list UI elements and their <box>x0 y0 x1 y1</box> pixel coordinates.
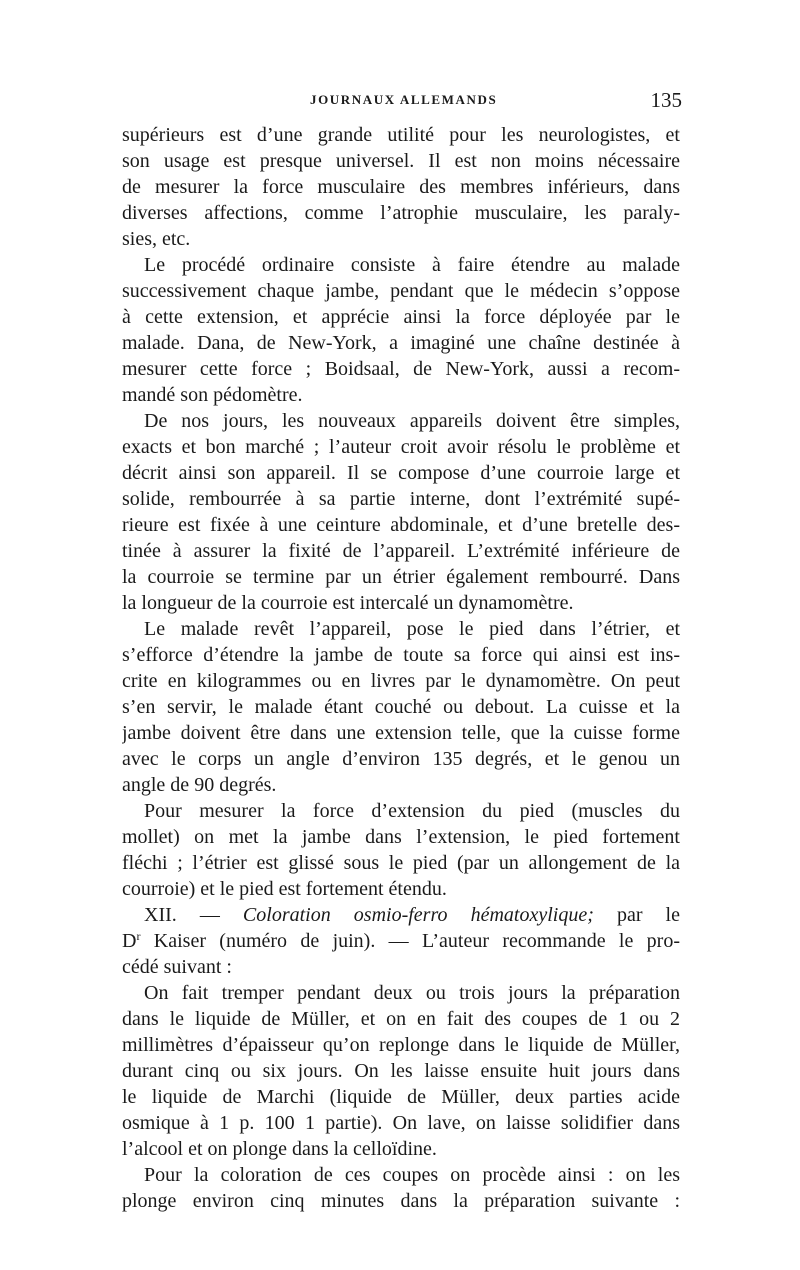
text-line: solide, rembourrée à sa partie interne, dont l’extrémité supé- <box>122 488 680 510</box>
text-line: mandé son pédomètre. <box>122 384 303 406</box>
section-heading-rest: Kaiser (numéro de juin). — L’auteur recommande le pro- <box>153 930 680 952</box>
text-line: son usage est presque universel. Il est non moins nécessaire <box>122 150 680 172</box>
text-line: Pour mesurer la force d’extension du pied (muscles du <box>144 800 680 822</box>
text-line: le liquide de Marchi (liquide de Müller, deux parties acide <box>122 1086 680 1108</box>
text-line: s’en servir, le malade étant couché ou debout. La cuisse et la <box>122 696 680 718</box>
dr-prefix: D <box>122 930 137 952</box>
text-block-dynamometer <box>122 122 680 902</box>
text-line: de mesurer la force musculaire des membres inférieurs, dans <box>122 176 680 198</box>
text-line: rieure est fixée à une ceinture abdominale, et d’une bretelle des- <box>122 514 680 536</box>
section-by: par le <box>616 904 680 926</box>
text-line: successivement chaque jambe, pendant que le médecin s’oppose <box>122 280 680 302</box>
text-line: l’alcool et on plonge dans la celloïdine. <box>122 1138 437 1160</box>
text-line: plonge environ cinq minutes dans la préparation suivante : <box>122 1190 680 1212</box>
section-heading <box>122 902 680 980</box>
text-line: avec le corps un angle d’environ 135 degrés, et le genou un <box>122 748 680 770</box>
running-title: JOURNAUX ALLEMANDS <box>310 92 498 107</box>
text-line: diverses affections, comme l’atrophie musculaire, les paraly- <box>122 202 680 224</box>
section-title: Coloration osmio-ferro hématoxylique; <box>242 904 594 926</box>
section-heading-line-3: cédé suivant : <box>122 956 232 978</box>
text-line: dans le liquide de Müller, et on en fait des coupes de 1 ou 2 <box>122 1008 680 1030</box>
text-line: décrit ainsi son appareil. Il se compose d’une courroie large et <box>122 462 680 484</box>
text-line: Pour la coloration de ces coupes on procède ainsi : on les <box>144 1164 680 1186</box>
section-number: XII. <box>144 904 177 926</box>
running-head <box>122 88 682 114</box>
text-line: malade. Dana, de New-York, a imaginé une chaîne destinée à <box>122 332 680 354</box>
text-line: s’efforce d’étendre la jambe de toute sa force qui ainsi est ins- <box>122 644 680 666</box>
text-line: courroie) et le pied est fortement étendu. <box>122 878 447 900</box>
text-line: Le malade revêt l’appareil, pose le pied dans l’étrier, et <box>144 618 680 640</box>
text-line: à cette extension, et apprécie ainsi la force déployée par le <box>122 306 680 328</box>
dr-superscript: r <box>136 929 141 943</box>
text-line: fléchi ; l’étrier est glissé sous le pied (par un allongement de la <box>122 852 680 874</box>
section-heading-line-2 <box>122 928 680 954</box>
text-line: On fait tremper pendant deux ou trois jours la préparation <box>144 982 680 1004</box>
text-line: De nos jours, les nouveaux appareils doivent être simples, <box>144 410 680 432</box>
text-line: mesurer cette force ; Boidsaal, de New-York, aussi a recom- <box>122 358 680 380</box>
text-line: supérieurs est d’une grande utilité pour les neurologistes, et <box>122 124 680 146</box>
body-text <box>122 122 680 1214</box>
section-heading-line-1 <box>122 902 680 928</box>
text-line: crite en kilogrammes ou en livres par le dynamomètre. On peut <box>122 670 680 692</box>
text-line: exacts et bon marché ; l’auteur croit avoir résolu le problème et <box>122 436 680 458</box>
text-line: mollet) on met la jambe dans l’extension, le pied fortement <box>122 826 680 848</box>
text-line: jambe doivent être dans une extension telle, que la cuisse forme <box>122 722 680 744</box>
text-line: angle de 90 degrés. <box>122 774 277 796</box>
text-line: sies, etc. <box>122 228 191 250</box>
text-line: millimètres d’épaisseur qu’on replonge dans le liquide de Müller, <box>122 1034 680 1056</box>
section-dash: — <box>199 904 220 926</box>
text-line: durant cinq ou six jours. On les laisse ensuite huit jours dans <box>122 1060 680 1082</box>
text-line: la courroie se termine par un étrier également rembourré. Dans <box>122 566 680 588</box>
text-block-coloration <box>122 980 680 1214</box>
text-line: la longueur de la courroie est intercalé un dynamomètre. <box>122 592 574 614</box>
page-number: 135 <box>650 88 682 112</box>
text-line: Le procédé ordinaire consiste à faire étendre au malade <box>144 254 680 276</box>
text-line: tinée à assurer la fixité de l’appareil. L’extrémité inférieure de <box>122 540 680 562</box>
text-line: osmique à 1 p. 100 1 partie). On lave, on laisse solidifier dans <box>122 1112 680 1134</box>
